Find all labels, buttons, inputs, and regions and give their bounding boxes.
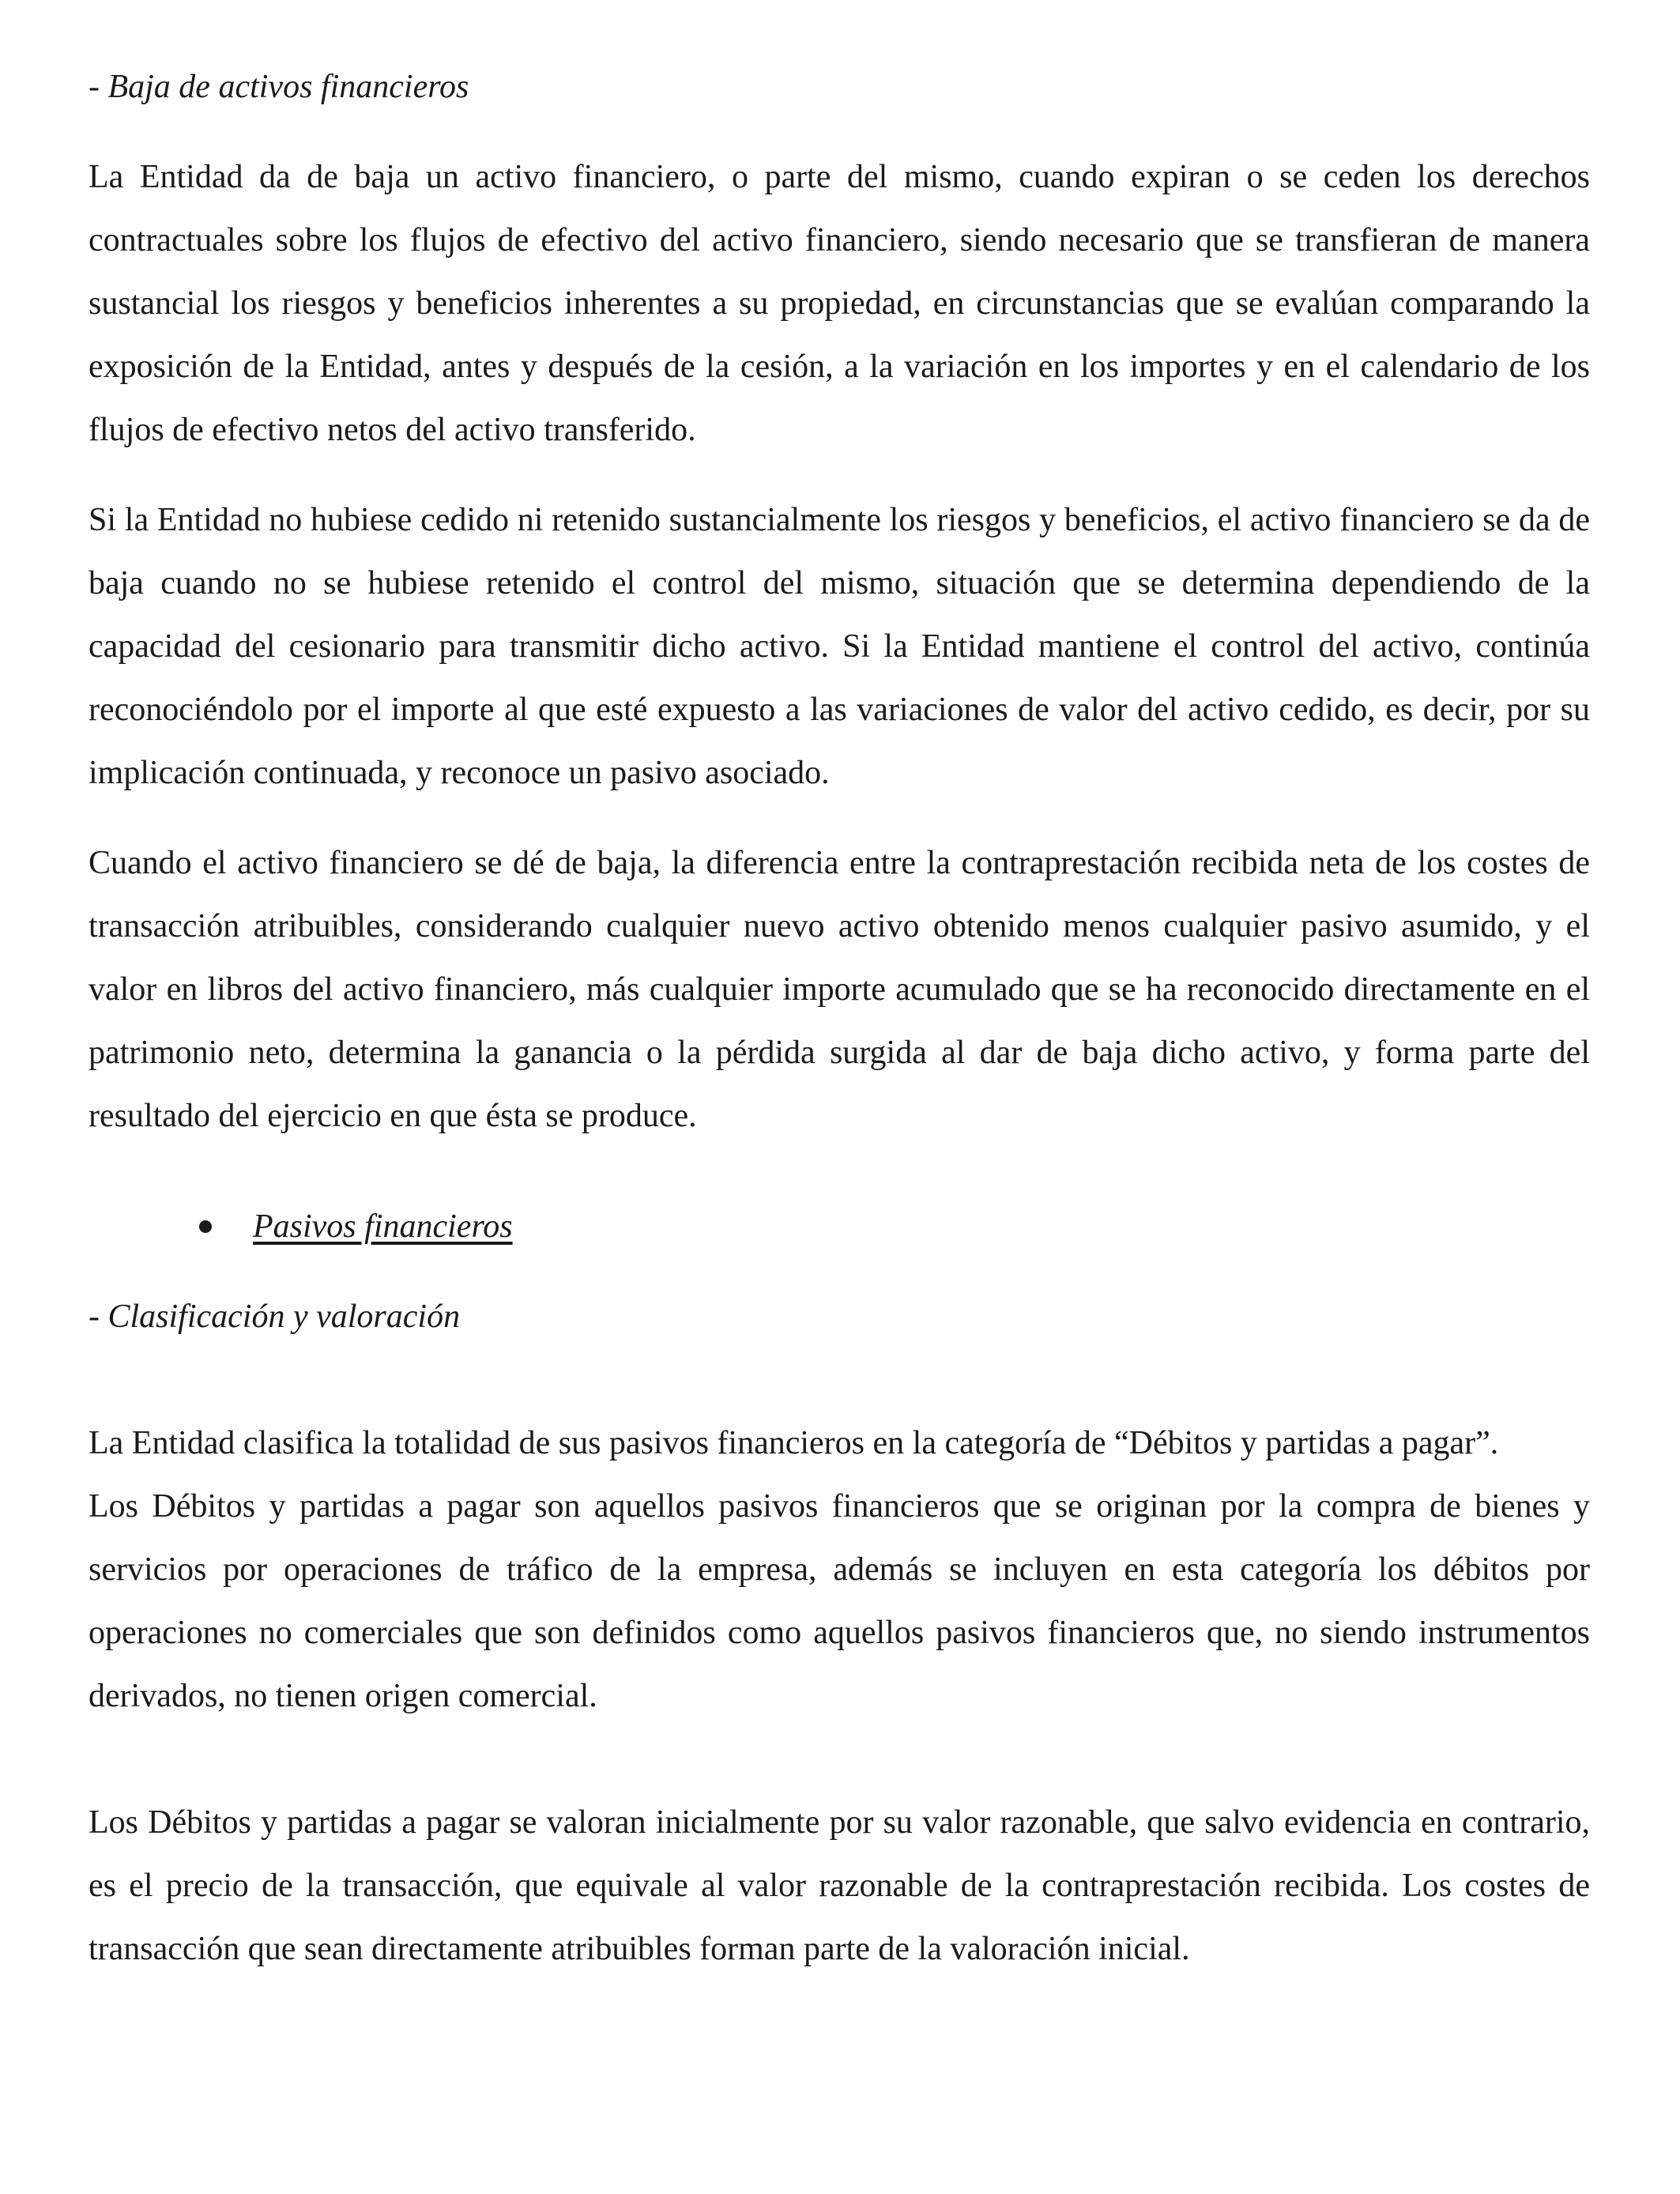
paragraph-clasificacion-2: Los Débitos y partidas a pagar son aquellos pasivos financieros que se originan por la compra de bienes y servicios por operaciones de tráfico de la empresa, además se incluyen en esta categoría los débitos por operaciones no comerciales que son definidos como aquellos pasivos financieros que, no siendo instrumentos derivados, no tienen origen comercial. bbox=[89, 1488, 1590, 1714]
bullet-item-pasivos bbox=[89, 1195, 1590, 1258]
bullet-dot-icon bbox=[199, 1220, 212, 1233]
section-heading-baja: - Baja de activos financieros bbox=[89, 69, 469, 105]
section-heading-clasificacion: - Clasificación y valoración bbox=[89, 1299, 461, 1335]
bullet-label: Pasivos financieros bbox=[253, 1208, 513, 1245]
paragraph-baja-1: La Entidad da de baja un activo financiero, o parte del mismo, cuando expiran o se ceden los derechos contractuales sobre los flujos de efectivo del activo financiero, siendo necesario que se transfieran de manera sustancial los riesgos y beneficios inherentes a su propiedad, en circunstancias que se evalúan comparando la exposición de la Entidad, antes y después de la cesión, a la variación en los importes y en el calendario de los flujos de efectivo netos del activo transferido. bbox=[89, 159, 1590, 448]
paragraph-clasificacion-3: Los Débitos y partidas a pagar se valoran inicialmente por su valor razonable, que salvo evidencia en contrario, es el precio de la transacción, que equivale al valor razonable de la contraprestación recibida. Los costes de transacción que sean directamente atribuibles forman parte de la valoración inicial. bbox=[89, 1804, 1590, 1967]
paragraph-baja-2: Si la Entidad no hubiese cedido ni retenido sustancialmente los riesgos y beneficios, el activo financiero se da de baja cuando no se hubiese retenido el control del mismo, situación que se determina dependiendo de la capacidad del cesionario para transmitir dicho activo. Si la Entidad mantiene el control del activo, continúa reconociéndolo por el importe al que esté expuesto a las variaciones de valor del activo cedido, es decir, por su implicación continuada, y reconoce un pasivo asociado. bbox=[89, 502, 1590, 791]
paragraph-baja-3: Cuando el activo financiero se dé de baja, la diferencia entre la contraprestación recibida neta de los costes de transacción atribuibles, considerando cualquier nuevo activo obtenido menos cualquier pasivo asumido, y el valor en libros del activo financiero, más cualquier importe acumulado que se ha reconocido directamente en el patrimonio neto, determina la ganancia o la pérdida surgida al dar de baja dicho activo, y forma parte del resultado del ejercicio en que ésta se produce. bbox=[89, 845, 1590, 1134]
paragraph-clasificacion-1: La Entidad clasifica la totalidad de sus pasivos financieros en la categoría de “Débitos y partidas a pagar”. bbox=[89, 1425, 1499, 1461]
document-page bbox=[89, 55, 1590, 1981]
